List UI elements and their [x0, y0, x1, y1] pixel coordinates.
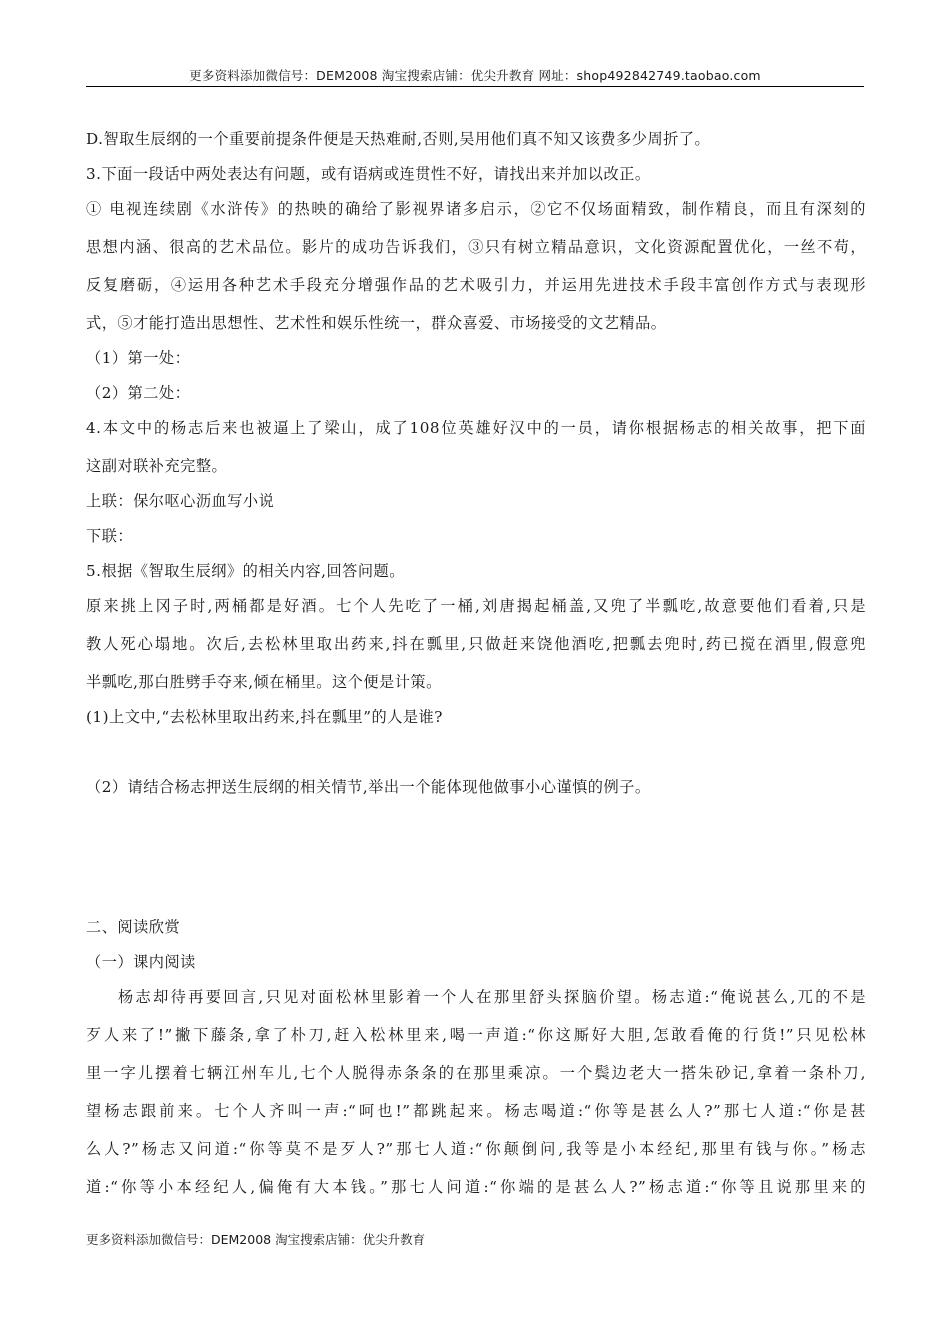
text-line: 原来挑上冈子时,两桶都是好酒。七个人先吃了一桶,刘唐揭起桶盖,又兜了半瓢吃,故意要他们看着,只是: [86, 597, 866, 615]
text-line: 歹人来了!”撇下藤条,拿了朴刀,赶入松林里来,喝一声道:“你这厮好大胆,怎敢看俺的行货!”只见松林: [86, 1026, 866, 1044]
text-line: 么人?”杨志又问道:“你等莫不是歹人?”那七人道:“你颠倒问,我等是小本经纪,那里有钱与你。”杨志: [86, 1140, 866, 1158]
text-line: D.智取生辰纲的一个重要前提条件便是天热难耐,否则,吴用他们真不知又该费多少周折了。: [86, 130, 711, 148]
text-line: （2）请结合杨志押送生辰纲的相关情节,举出一个能体现他做事小心谨慎的例子。: [86, 778, 651, 796]
text-line: 3.下面一段话中两处表达有问题，或有语病或连贯性不好，请找出来并加以改正。: [86, 165, 651, 183]
text-line: 上联：保尔呕心沥血写小说: [86, 492, 275, 510]
text-line: 教人死心塌地。次后,去松林里取出药来,抖在瓢里,只做赶来饶他酒吃,把瓢去兜时,药已搅在酒里,假意兜: [86, 635, 866, 653]
text-line: 望杨志跟前来。七个人齐叫一声:“呵也!”都跳起来。杨志喝道:“你等是甚么人?”那七人道:“你是甚: [86, 1102, 866, 1120]
text-line: （1）第一处：: [86, 349, 191, 367]
text-line: ① 电视连续剧《水浒传》的热映的确给了影视界诸多启示，②它不仅场面精致，制作精良，而且有深刻的: [86, 200, 866, 218]
text-line: 半瓢吃,那白胜劈手夺来,倾在桶里。这个便是计策。: [86, 673, 442, 691]
subsection-heading: （一）课内阅读: [86, 953, 196, 971]
text-line: 4.本文中的杨志后来也被逼上了梁山，成了108位英雄好汉中的一员，请你根据杨志的相关故事，把下面: [86, 419, 866, 437]
text-line: （2）第二处：: [86, 384, 191, 402]
text-line: 反复磨砺，④运用各种艺术手段充分增强作品的艺术吸引力，并运用先进技术手段丰富创作方式与表现形: [86, 276, 866, 294]
text-line: (1)上文中,“去松林里取出药来,抖在瓢里”的人是谁?: [86, 708, 443, 726]
text-line: 道:“你等小本经纪人,偏俺有大本钱。”那七人问道:“你端的是甚么人?”杨志道:“你等且说那里来的: [86, 1178, 866, 1196]
text-line: 式，⑤才能打造出思想性、艺术性和娱乐性统一，群众喜爱、市场接受的文艺精品。: [86, 314, 667, 332]
text-line: 下联：: [86, 527, 134, 545]
header-rule: [86, 86, 864, 87]
text-line: 里一字儿摆着七辆江州车儿,七个人脱得赤条条的在那里乘凉。一个鬓边老大一搭朱砂记,拿着一条朴刀,: [86, 1064, 866, 1082]
text-line: 5.根据《智取生辰纲》的相关内容,回答问题。: [86, 562, 405, 580]
text-line: 思想内涵、很高的艺术品位。影片的成功告诉我们，③只有树立精品意识，文化资源配置优化，一丝不苟，: [86, 238, 866, 256]
text-line: 这副对联补充完整。: [86, 457, 228, 475]
section-heading: 二、阅读欣赏: [86, 918, 181, 936]
page-footer: 更多资料添加微信号：DEM2008 淘宝搜索店铺：优尖升教育: [86, 1232, 426, 1247]
text-line: 杨志却待再要回言,只见对面松林里影着一个人在那里舒头探脑价望。杨志道:“俺说甚么,兀的不是: [118, 988, 866, 1006]
page-header: 更多资料添加微信号：DEM2008 淘宝搜索店铺：优尖升教育 网址：shop492842749.taobao.com: [189, 68, 761, 83]
